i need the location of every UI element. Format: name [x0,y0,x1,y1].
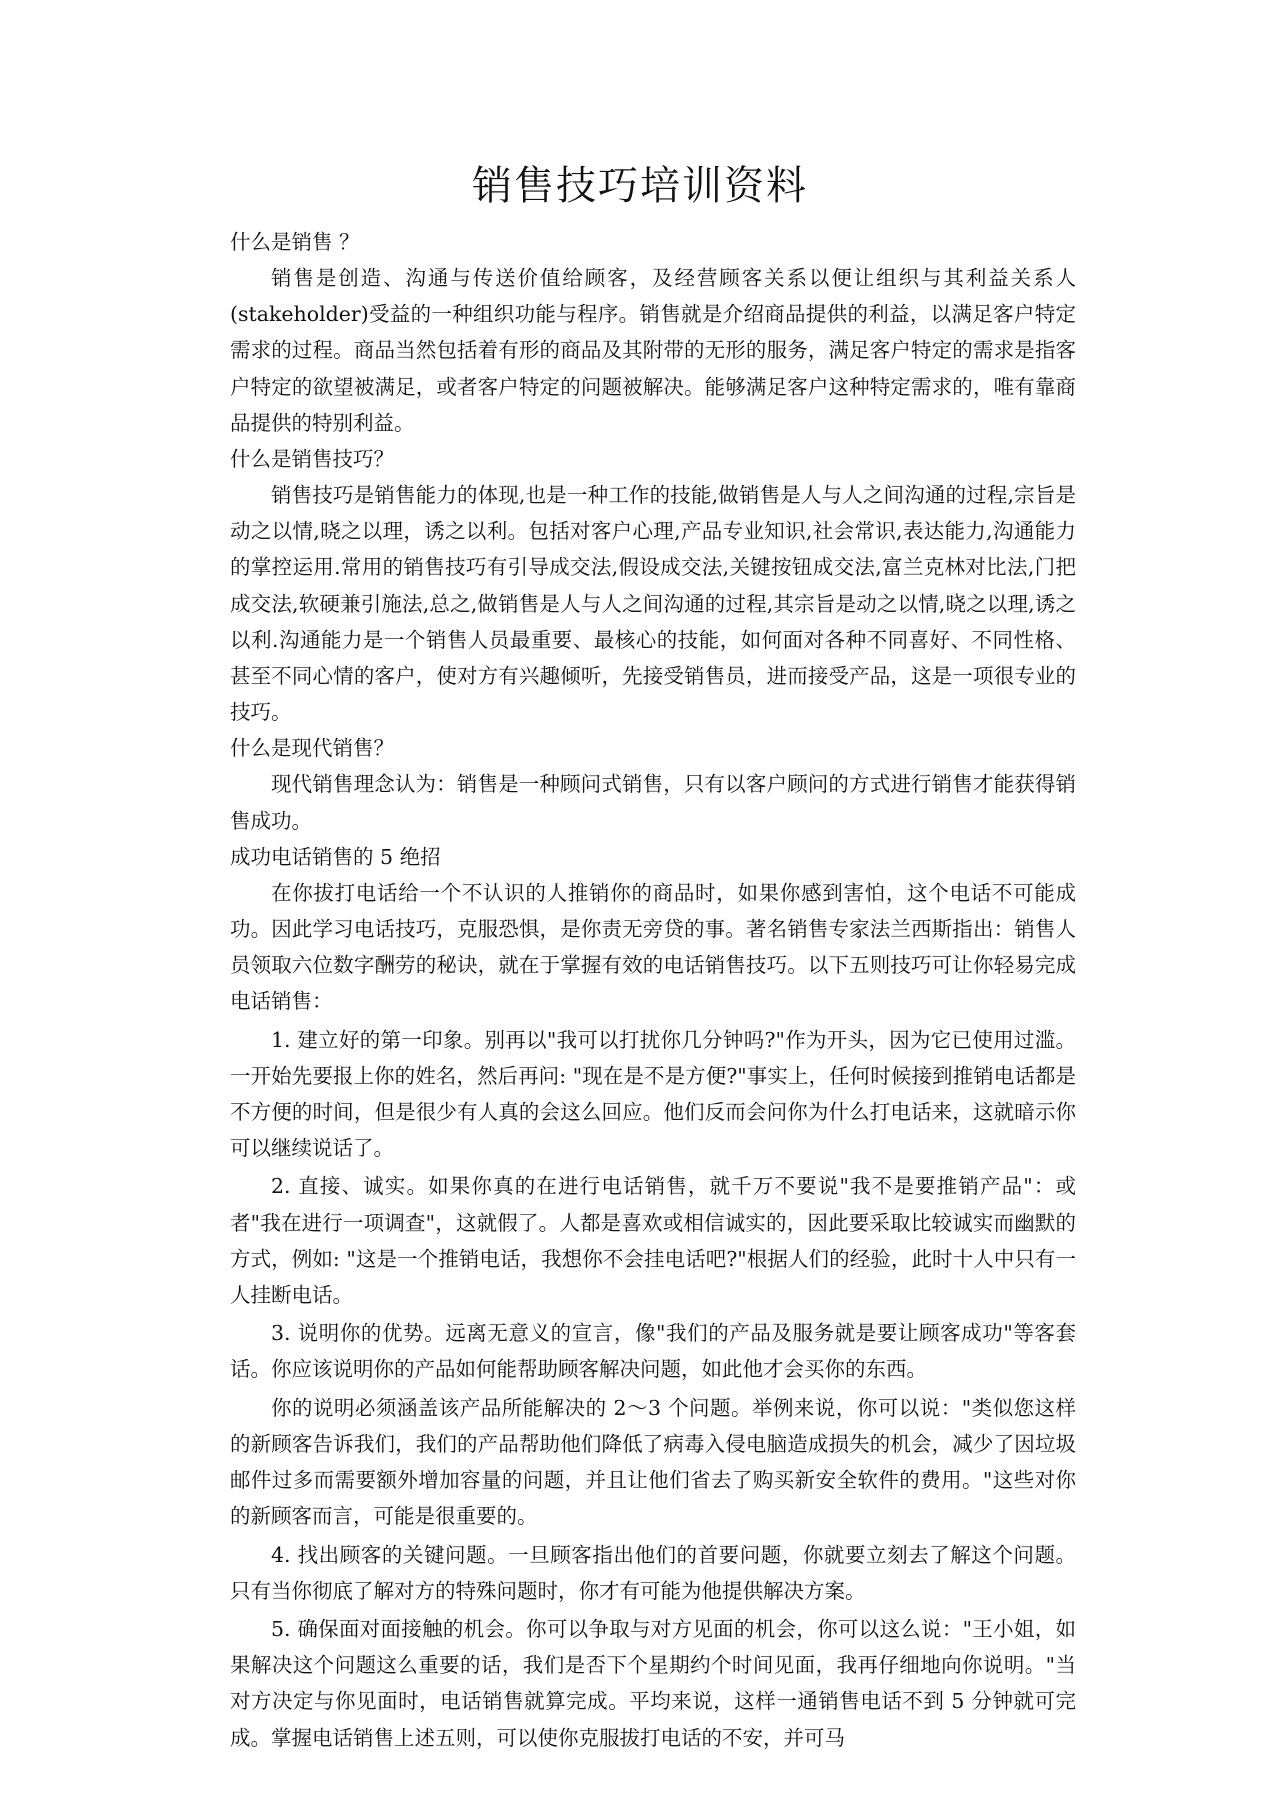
tip-4-paragraph: 4. 找出顾客的关键问题。一旦顾客指出他们的首要问题，你就要立刻去了解这个问题。只有当你彻底了解对方的特殊问题时，你才有可能为他提供解决方案。 [230,1542,1076,1603]
tip-1-paragraph: 1. 建立好的第一印象。别再以"我可以打扰你几分钟吗?"作为开头，因为它已使用过滥。一开始先要报上你的姓名，然后再问: "现在是不是方便?"事实上，任何时候接到推销电话都是不方便的时间，但是很少有人真的会这么回应。他们反而会问你为什么打电话来，这就暗示你可以继续说话了。 [230,1027,1076,1161]
tip-2-paragraph: 2. 直接、诚实。如果你真的在进行电话销售，就千万不要说"我不是要推销产品"：或者"我在进行一项调查"，这就假了。人都是喜欢或相信诚实的，因此要采取比较诚实而幽默的方式，例如: "这是一个推销电话，我想你不会挂电话吧?"根据人们的经验，此时十人中只有一人挂断电话。 [230,1174,1076,1308]
tip-3-example-paragraph: 你的说明必须涵盖该产品所能解决的 2～3 个问题。举例来说，你可以说："类似您这样的新顾客告诉我们，我们的产品帮助他们降低了病毒入侵电脑造成损失的机会，减少了因垃圾邮件过多而需要额外增加容量的问题，并且让他们省去了购买新安全软件的费用。"这些对你的新顾客而言，可能是很重要的。 [230,1395,1076,1529]
page-title: 销售技巧培训资料 [472,163,808,209]
section-heading-phone-sales-tips: 成功电话销售的 5 绝招 [230,844,441,869]
tip-3-paragraph: 3. 说明你的优势。远离无意义的宣言，像"我们的产品及服务就是要让顾客成功"等客套话。你应该说明你的产品如何能帮助顾客解决问题，如此他才会买你的东西。 [230,1321,1076,1382]
paragraph: 销售技巧是销售能力的体现,也是一种工作的技能,做销售是人与人之间沟通的过程,宗旨是动之以情,晓之以理，诱之以利。包括对客户心理,产品专业知识,社会常识,表达能力,沟通能力的掌控运用.常用的销售技巧有引导成交法,假设成交法,关键按钮成交法,富兰克林对比法,门把成交法,软硬兼引施法,总之,做销售是人与人之间沟通的过程,其宗旨是动之以情,晓之以理,诱之以利.沟通能力是一个销售人员最重要、最核心的技能，如何面对各种不同喜好、不同性格、甚至不同心情的客户，使对方有兴趣倾听，先接受销售员，进而接受产品，这是一项很专业的技巧。 [230,483,1076,725]
section-heading-what-is-sales: 什么是销售 ？ [230,230,360,254]
section-heading-modern-sales: 什么是现代销售？ [230,736,394,761]
paragraph: 在你拔打电话给一个不认识的人推销你的商品时，如果你感到害怕，这个电话不可能成功。因此学习电话技巧，克服恐惧，是你责无旁贷的事。著名销售专家法兰西斯指出：销售人员领取六位数字酬劳的秘诀，就在于掌握有效的电话销售技巧。以下五则技巧可让你轻易完成电话销售： [230,880,1076,1014]
section-heading-sales-skills: 什么是销售技巧？ [230,447,394,472]
paragraph: 现代销售理念认为：销售是一种顾问式销售，只有以客户顾问的方式进行销售才能获得销售成功。 [230,772,1076,833]
tip-5-paragraph: 5. 确保面对面接触的机会。你可以争取与对方见面的机会，你可以这么说："王小姐，如果解决这个问题这么重要的话，我们是否下个星期约个时间见面，我再仔细地向你说明。"当对方决定与你见面时，电话销售就算完成。平均来说，这样一通销售电话不到 5 分钟就可完成。掌握电话销售上述五则，可以使你克服拔打电话的不安，并可马 [230,1616,1076,1750]
document-body [230,224,1076,1756]
paragraph: 销售是创造、沟通与传送价值给顾客，及经营顾客关系以便让组织与其利益关系人(stakeholder)受益的一种组织功能与程序。销售就是介绍商品提供的利益，以满足客户特定需求的过程。商品当然包括着有形的商品及其附带的无形的服务，满足客户特定的需求是指客户特定的欲望被满足，或者客户特定的问题被解决。能够满足客户这种特定需求的，唯有靠商品提供的特别利益。 [230,266,1076,435]
